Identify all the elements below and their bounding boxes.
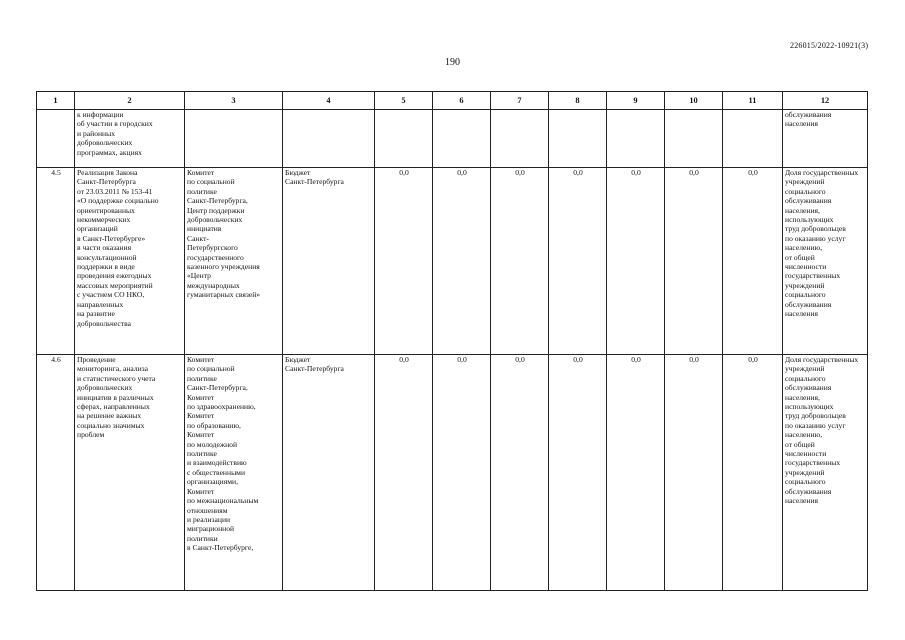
executor-cell: Комитет по социальной политике Санкт-Петербурга, Центр поддержки добровольческих инициатив Санкт- Петербургского государственного казенного учреждения «Центр международных гуманитарных связей»: [185, 168, 283, 355]
document-id: 226015/2022-10921(3): [790, 41, 869, 50]
column-header: 3: [185, 92, 283, 110]
activity-name: к информации об участии в городских и районных добровольческих программах, акциях: [75, 110, 185, 168]
indicator-cell: Доля государственных учреждений социального обслуживания населения, использующих труд добровольцев по оказанию услуг населению, от общей численности государственных учреждений социального обслуживания населения: [783, 355, 868, 591]
indicator-cell: обслуживания населения: [783, 110, 868, 168]
activity-name: Реализация Закона Санкт-Петербурга от 23.03.2011 № 153-41 «О поддержке социально ориентированных некоммерческих организаций в Санкт-Петербурге» в части оказания консультационной поддержки в виде проведения ежегодных массовых мероприятий с участием СО НКО, направленных на развитие добровольчества: [75, 168, 185, 355]
value-cell: 0,0: [433, 355, 491, 591]
value-cell: 0,0: [491, 355, 549, 591]
value-cell: 0,0: [433, 168, 491, 355]
program-table: [36, 91, 868, 591]
indicator-cell: Доля государственных учреждений социального обслуживания населения, использующих труд добровольцев по оказанию услуг населению, от общей численности государственных учреждений социального обслуживания населения: [783, 168, 868, 355]
column-header: 10: [665, 92, 723, 110]
value-cell: [433, 110, 491, 168]
column-header: 5: [375, 92, 433, 110]
value-cell: [549, 110, 607, 168]
column-header: 6: [433, 92, 491, 110]
activity-name: Проведение мониторинга, анализа и статистического учета добровольческих инициатив в различных сферах, направленных на решение важных социально значимых проблем: [75, 355, 185, 591]
funding-source: Бюджет Санкт-Петербурга: [283, 168, 375, 355]
value-cell: 0,0: [723, 355, 783, 591]
column-header: 8: [549, 92, 607, 110]
value-cell: 0,0: [665, 355, 723, 591]
value-cell: 0,0: [607, 168, 665, 355]
value-cell: 0,0: [549, 355, 607, 591]
column-header: 11: [723, 92, 783, 110]
column-header: 1: [37, 92, 75, 110]
executor-cell: [185, 110, 283, 168]
funding-source: [283, 110, 375, 168]
value-cell: 0,0: [607, 355, 665, 591]
table-row: [37, 110, 868, 168]
page-number: 190: [445, 57, 460, 68]
table-row: [37, 168, 868, 355]
value-cell: [375, 110, 433, 168]
value-cell: 0,0: [491, 168, 549, 355]
value-cell: 0,0: [375, 168, 433, 355]
row-number: 4.5: [37, 168, 75, 355]
value-cell: [607, 110, 665, 168]
value-cell: [491, 110, 549, 168]
table-row: [37, 355, 868, 591]
column-header: 7: [491, 92, 549, 110]
value-cell: 0,0: [665, 168, 723, 355]
column-header: 4: [283, 92, 375, 110]
value-cell: [723, 110, 783, 168]
row-number: 4.6: [37, 355, 75, 591]
value-cell: 0,0: [549, 168, 607, 355]
column-number-row: [37, 92, 868, 110]
value-cell: [665, 110, 723, 168]
column-header: 9: [607, 92, 665, 110]
column-header: 12: [783, 92, 868, 110]
value-cell: 0,0: [375, 355, 433, 591]
column-header: 2: [75, 92, 185, 110]
row-number: [37, 110, 75, 168]
executor-cell: Комитет по социальной политике Санкт-Петербурга, Комитет по здравоохранению, Комитет по образованию, Комитет по молодежной политике и взаимодействию с общественными организациями, Комитет по межнациональным отношениям и реализации миграционной политики в Санкт-Петербурге,: [185, 355, 283, 591]
value-cell: 0,0: [723, 168, 783, 355]
funding-source: Бюджет Санкт-Петербурга: [283, 355, 375, 591]
